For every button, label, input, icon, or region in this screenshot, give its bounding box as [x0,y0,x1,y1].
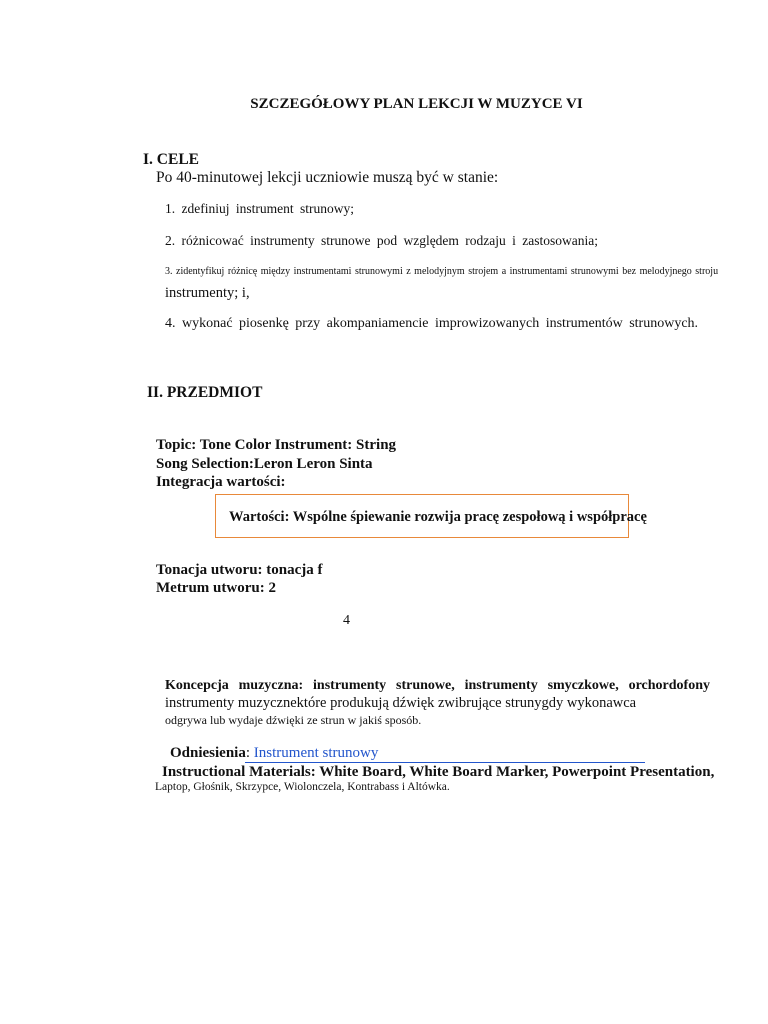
references-separator: : [245,745,251,761]
materials-line: Laptop, Głośnik, Skrzypce, Wiolonczela, Kontrabass i Altówka. [155,781,450,793]
section-heading-subject: II. PRZEDMIOT [147,384,263,401]
document-title: SZCZEGÓŁOWY PLAN LEKCJI W MUZYCE VI [250,96,583,112]
key-line: Tonacja utworu: tonacja f [156,562,323,578]
music-concept-line: odgrywa lub wydaje dźwięki ze strun w jakiś sposób. [165,713,422,727]
references-label: Odniesienia [170,745,246,761]
objective-item-continuation: instrumenty; i, [165,285,250,301]
song-selection-line: Song Selection:Leron Leron Sinta [156,456,373,472]
page-number: 4 [343,613,350,628]
objective-item: 4. wykonać piosenkę przy akompaniamencie improwizowanych instrumentów strunowych. [165,316,699,331]
music-concept-line: instrumenty muzycznektóre produkują dźwięk zwibrujące strunygdy wykonawca [165,695,637,711]
references-line [170,745,378,762]
values-integration-label: Integracja wartości: [156,474,286,490]
references-link-underline [245,762,645,763]
values-box [215,494,647,538]
topic-line: Topic: Tone Color Instrument: String [156,437,397,453]
objective-item: 3. zidentyfikuj różnicę między instrumentami strunowymi z melodyjnym strojem a instrumentami strunowymi bez melodyjnego stroju [165,266,719,277]
objective-item: 2. różnicować instrumenty strunowe pod względem rodzaju i zastosowania; [165,233,599,248]
objective-item: 1. zdefiniuj instrument strunowy; [165,201,354,216]
section-heading-goals: I. CELE [143,151,199,168]
values-box-text: Wartości: Wspólne śpiewanie rozwija pracę zespołową i współpracę [229,509,647,525]
references-link[interactable]: Instrument strunowy [250,745,379,761]
materials-line: Instructional Materials: White Board, White Board Marker, Powerpoint Presentation, [162,764,715,780]
music-concept-line: Koncepcja muzyczna: instrumenty strunowe, instrumenty smyczkowe, orchordofony [165,678,710,693]
goals-intro: Po 40-minutowej lekcji uczniowie muszą być w stanie: [156,169,499,186]
meter-line: Metrum utworu: 2 [156,580,276,596]
